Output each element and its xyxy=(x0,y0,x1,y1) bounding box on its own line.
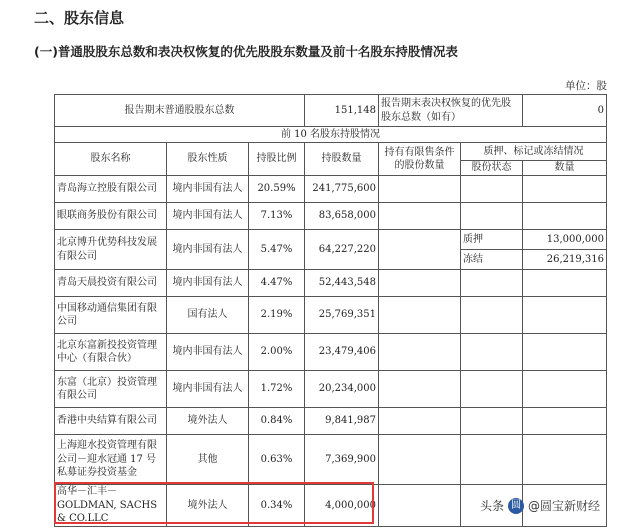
holder-name: 上海迎水投资管理有限公司－迎水冠通 17 号私募证券投资基金 xyxy=(55,435,167,485)
holder-nature: 境内非国有法人 xyxy=(167,203,249,230)
total-holders-label: 报告期末普通股股东总数 xyxy=(55,95,305,127)
section-title: 二、股东信息 xyxy=(34,9,125,27)
freeze-status: 冻结 xyxy=(461,250,523,270)
table-row xyxy=(55,334,607,371)
watermark xyxy=(480,497,600,514)
holder-nature: 境外法人 xyxy=(167,408,249,435)
header-name: 股东名称 xyxy=(55,143,167,176)
watermark-text: @圆宝新财经 xyxy=(528,499,601,513)
table-row xyxy=(55,176,607,203)
holder-ratio: 2.19% xyxy=(249,297,305,334)
holder-qty: 20,234,000 xyxy=(305,371,379,408)
holder-qty: 4,000,000 xyxy=(305,485,379,527)
table-row xyxy=(55,203,607,230)
holder-nature: 境外法人 xyxy=(167,485,249,527)
holder-nature: 境内非国有法人 xyxy=(167,334,249,371)
holder-ratio: 5.47% xyxy=(249,230,305,270)
header-row xyxy=(55,143,607,161)
holder-qty: 9,841,987 xyxy=(305,408,379,435)
header-count: 数量 xyxy=(523,161,607,176)
pledge-count: 13,000,000 xyxy=(523,230,607,250)
unit-label: 单位：股 xyxy=(565,80,607,92)
holder-name: 高华－汇丰－GOLDMAN, SACHS & CO.LLC xyxy=(55,485,167,527)
pref-holders-value: 0 xyxy=(523,95,607,127)
holder-qty: 23,479,406 xyxy=(305,334,379,371)
header-restricted: 持有有限售条件的股份数量 xyxy=(379,143,461,176)
holder-ratio: 1.72% xyxy=(249,371,305,408)
subsection-title: (一)普通股股东总数和表决权恢复的优先股股东数量及前十名股东持股情况表 xyxy=(34,44,458,59)
holder-nature: 境内非国有法人 xyxy=(167,371,249,408)
holder-name: 北京博升优势科技发展有限公司 xyxy=(55,230,167,270)
table-row xyxy=(55,230,607,250)
top10-title: 前 10 名股东持股情况 xyxy=(55,127,607,143)
watermark-prefix: 头条 xyxy=(480,499,505,513)
holder-name: 中国移动通信集团有限公司 xyxy=(55,297,167,334)
pledge-status: 质押 xyxy=(461,230,523,250)
holder-ratio: 0.84% xyxy=(249,408,305,435)
holder-ratio: 7.13% xyxy=(249,203,305,230)
table-row xyxy=(55,435,607,485)
holder-qty: 64,227,220 xyxy=(305,230,379,270)
table-row xyxy=(55,371,607,408)
pref-holders-label: 报告期末表决权恢复的优先股股东总数（如有） xyxy=(379,95,523,127)
summary-row xyxy=(55,95,607,127)
holder-nature: 其他 xyxy=(167,435,249,485)
header-nature: 股东性质 xyxy=(167,143,249,176)
holder-name: 香港中央结算有限公司 xyxy=(55,408,167,435)
table-row xyxy=(55,270,607,297)
holder-qty: 52,443,548 xyxy=(305,270,379,297)
header-qty: 持股数量 xyxy=(305,143,379,176)
shareholder-table xyxy=(54,94,607,527)
holder-ratio: 0.34% xyxy=(249,485,305,527)
holder-qty: 7,369,900 xyxy=(305,435,379,485)
holder-name: 北京东富新投投资管理中心（有限合伙） xyxy=(55,334,167,371)
holder-ratio: 0.63% xyxy=(249,435,305,485)
holder-ratio: 4.47% xyxy=(249,270,305,297)
holder-qty: 25,769,351 xyxy=(305,297,379,334)
holder-nature: 国有法人 xyxy=(167,297,249,334)
holder-ratio: 2.00% xyxy=(249,334,305,371)
holder-nature: 境内非国有法人 xyxy=(167,270,249,297)
holder-qty: 83,658,000 xyxy=(305,203,379,230)
header-ratio: 持股比例 xyxy=(249,143,305,176)
header-pledge: 质押、标记或冻结情况 xyxy=(461,143,607,161)
table-row xyxy=(55,408,607,435)
holder-qty: 241,775,600 xyxy=(305,176,379,203)
holder-name: 眼联商务股份有限公司 xyxy=(55,203,167,230)
holder-ratio: 20.59% xyxy=(249,176,305,203)
holder-nature: 境内非国有法人 xyxy=(167,176,249,203)
holder-name: 青岛天晨投资有限公司 xyxy=(55,270,167,297)
freeze-count: 26,219,316 xyxy=(523,250,607,270)
header-status: 股份状态 xyxy=(461,161,523,176)
holder-name: 青岛海立控股有限公司 xyxy=(55,176,167,203)
holder-name: 东富（北京）投资管理有限公司 xyxy=(55,371,167,408)
holder-nature: 境内非国有法人 xyxy=(167,230,249,270)
total-holders-value: 151,148 xyxy=(305,95,379,127)
table-row xyxy=(55,297,607,334)
brand-logo-icon: 圆 xyxy=(508,498,524,514)
